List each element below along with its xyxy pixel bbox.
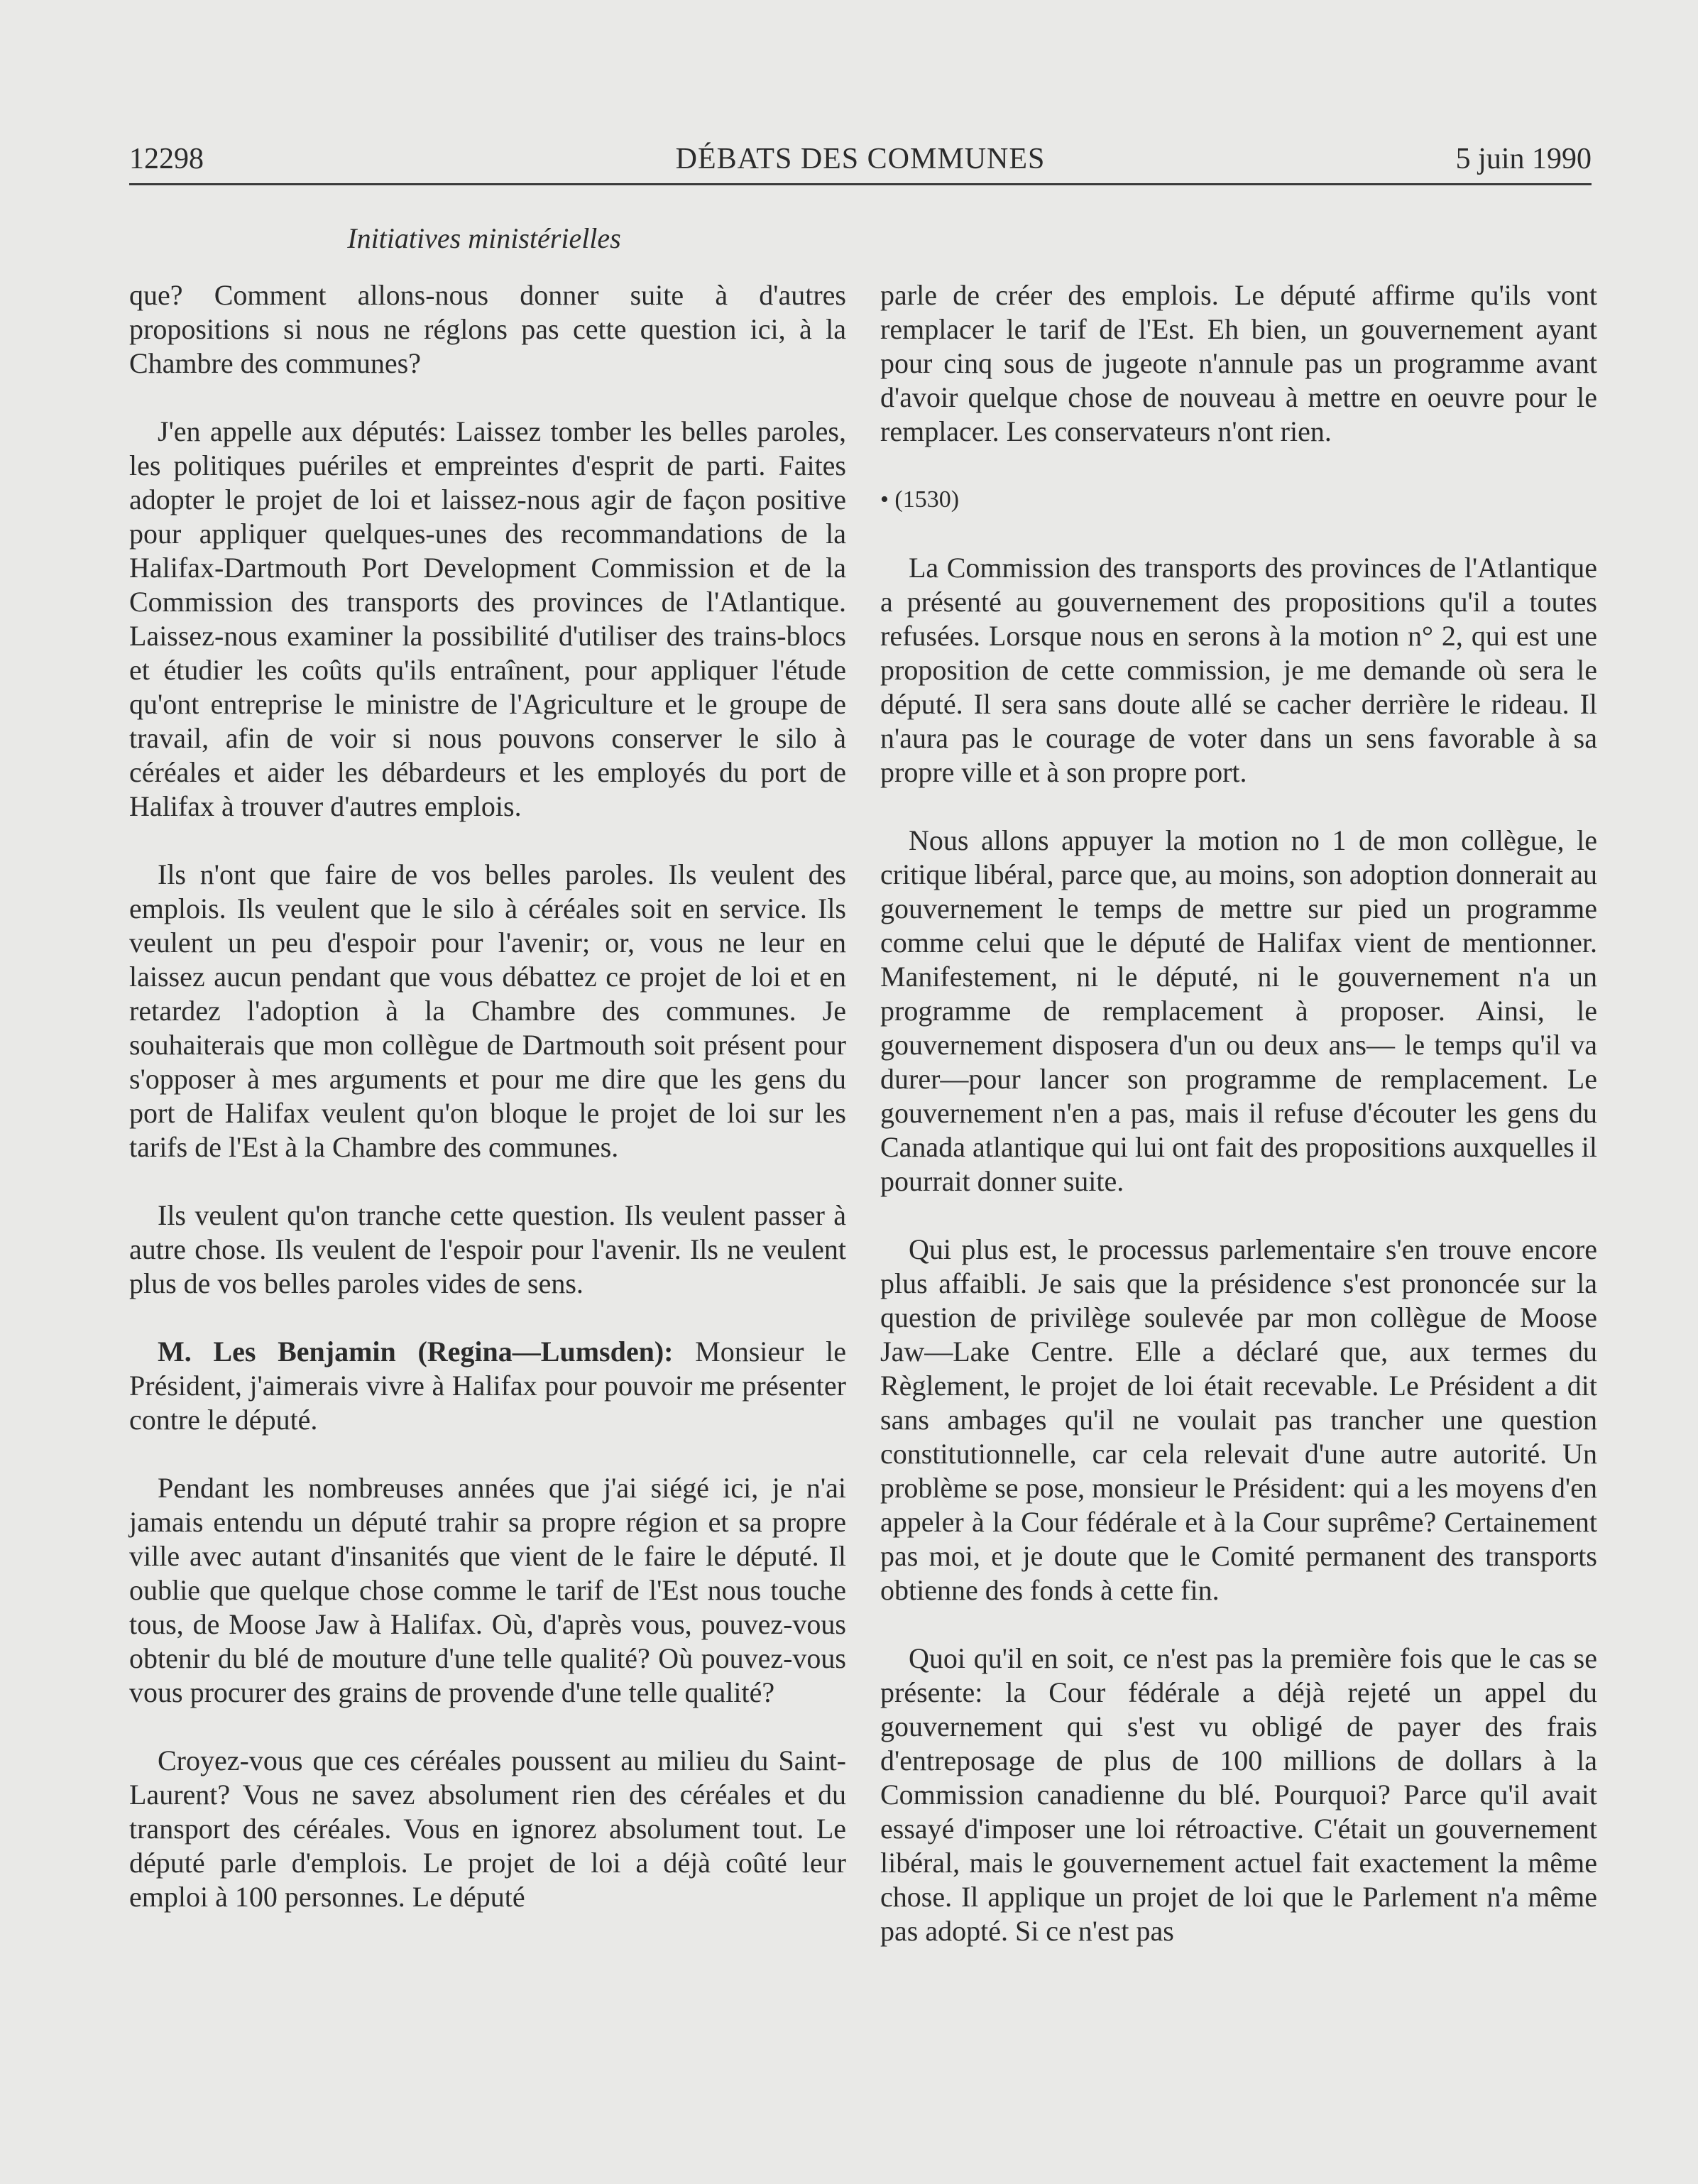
paragraph: Ils veulent qu'on tranche cette question. Ils veulent passer à autre chose. Ils veulent de l'espoir pour l'avenir. Ils ne veulent plus de vos belles paroles vides de sens. <box>129 1199 846 1299</box>
section-title: Initiatives ministérielles <box>347 222 621 254</box>
paragraph: Pendant les nombreuses années que j'ai siégé ici, je n'ai jamais entendu un député trahir sa propre région et sa propre ville avec autant d'insanités que vient de le faire le député. Il oublie que quelque chose comme le tarif de l'Est nous touche tous, de Moose Jaw à Halifax. Où, d'après vous, pouvez-vous obtenir du blé de mouture d'une telle qualité? Où pouvez-vous vous procurer des grains de provende d'une telle qualité? <box>129 1472 846 1708</box>
speech-text: Monsieur le Président, j'aimerais vivre à Halifax pour pouvoir me présenter contre le député. <box>129 1336 846 1436</box>
paragraph: Ils n'ont que faire de vos belles paroles. Ils veulent des emplois. Ils veulent que le silo à céréales soit en service. Ils veulent un peu d'espoir pour l'avenir; or, vous ne leur en laissez aucun pendant que vous débattez ce projet de loi et en retardez l'adoption à la Chambre des communes. Je souhaiterais que mon collègue de Dartmouth soit présent pour s'opposer à mes arguments et pour me dire que les gens du port de Halifax veulent qu'on bloque le projet de loi sur les tarifs de l'Est à la Chambre des communes. <box>129 858 846 1163</box>
paragraph: Quoi qu'il en soit, ce n'est pas la première fois que le cas se présente: la Cour fédérale a déjà rejeté un appel du gouvernement qui s'est vu obligé de payer des frais d'entreposage de plus de 100 millions de dollars à la Commission canadienne du blé. Pourquoi? Parce qu'il avait essayé d'imposer une loi rétroactive. C'était un gouvernement libéral, mais le gouvernement actuel fait exactement la même chose. Il applique un projet de loi que le Parlement n'a même pas adopté. Si ce n'est pas <box>880 1642 1597 1947</box>
timestamp: • (1530) <box>880 486 960 513</box>
speech-intro <box>129 1335 846 1437</box>
speaker-name: M. Les Benjamin (Regina—Lumsden): <box>158 1336 674 1367</box>
page-header <box>129 142 1592 185</box>
right-column <box>880 278 1597 1982</box>
paragraph: Qui plus est, le processus parlementaire s'en trouve encore plus affaibli. Je sais que la présidence s'est prononcée sur la question de privilège soulevée par mon collègue de Moose Jaw—Lake Centre. Elle a déclaré que, aux termes du Règlement, le projet de loi était recevable. Le Président a dit sans ambages qu'il ne voulait pas trancher une question constitutionnelle, car cela relevait d'une autre autorité. Un problème se pose, monsieur le Président: qui a les moyens d'en appeler à la Cour fédérale et à la Cour suprême? Certainement pas moi, et je doute que le Comité permanent des transports obtienne des fonds à cette fin. <box>880 1233 1597 1606</box>
left-column <box>129 278 846 1948</box>
issue-date: 5 juin 1990 <box>1455 143 1592 175</box>
header-rule <box>129 183 1592 185</box>
paragraph: J'en appelle aux députés: Laissez tomber les belles paroles, les politiques puériles et empreintes d'esprit de parti. Faites adopter le projet de loi et laissez-nous agir de façon positive pour appliquer quelques-unes des recommandations de la Halifax-Dartmouth Port Development Commission et de la Commission des transports des provinces de l'Atlantique. Laissez-nous examiner la possibilité d'utiliser des trains-blocs et étudier les coûts qu'ils entraînent, pour appliquer l'étude qu'ont entreprise le ministre de l'Agriculture et le groupe de travail, afin de voir si nous pouvons conserver le silo à céréales et aider les débardeurs et les employés du port de Halifax à trouver d'autres emplois. <box>129 415 846 822</box>
journal-title: DÉBATS DES COMMUNES <box>675 143 1046 175</box>
paragraph: Croyez-vous que ces céréales poussent au milieu du Saint-Laurent? Vous ne savez absolument rien des céréales et du transport des céréales. Vous en ignorez absolument tout. Le député parle d'emplois. Le projet de loi a déjà coûté leur emploi à 100 personnes. Le député <box>129 1745 846 1913</box>
paragraph: Nous allons appuyer la motion no 1 de mon collègue, le critique libéral, parce que, au moins, son adoption donnerait au gouvernement le temps de mettre sur pied un programme comme celui que le député de Halifax vient de mentionner. Manifestement, ni le député, ni le gouvernement n'a un programme de remplacement à proposer. Ainsi, le gouvernement disposera d'un ou deux ans— le temps qu'il va durer—pour lancer son programme de remplacement. Le gouvernement n'en a pas, mais il refuse d'écouter les gens du Canada atlantique qui lui ont fait des propositions auxquelles il pourrait donner suite. <box>880 824 1597 1197</box>
paragraph: que? Comment allons-nous donner suite à d'autres propositions si nous ne réglons pas cette question ici, à la Chambre des communes? <box>129 279 846 379</box>
page-number: 12298 <box>129 143 204 175</box>
paragraph: parle de créer des emplois. Le député affirme qu'ils vont remplacer le tarif de l'Est. Eh bien, un gouvernement ayant pour cinq sous de jugeote n'annule pas un programme avant d'avoir quelque chose de nouveau à mettre en oeuvre pour le remplacer. Les conservateurs n'ont rien. <box>880 279 1597 447</box>
paragraph: La Commission des transports des provinces de l'Atlantique a présenté au gouvernement des propositions qu'il a toutes refusées. Lorsque nous en serons à la motion n° 2, qui est une proposition de cette commission, je me demande où sera le député. Il sera sans doute allé se cacher derrière le rideau. Il n'aura pas le courage de voter dans un sens favorable à sa propre ville et à son propre port. <box>880 552 1597 788</box>
